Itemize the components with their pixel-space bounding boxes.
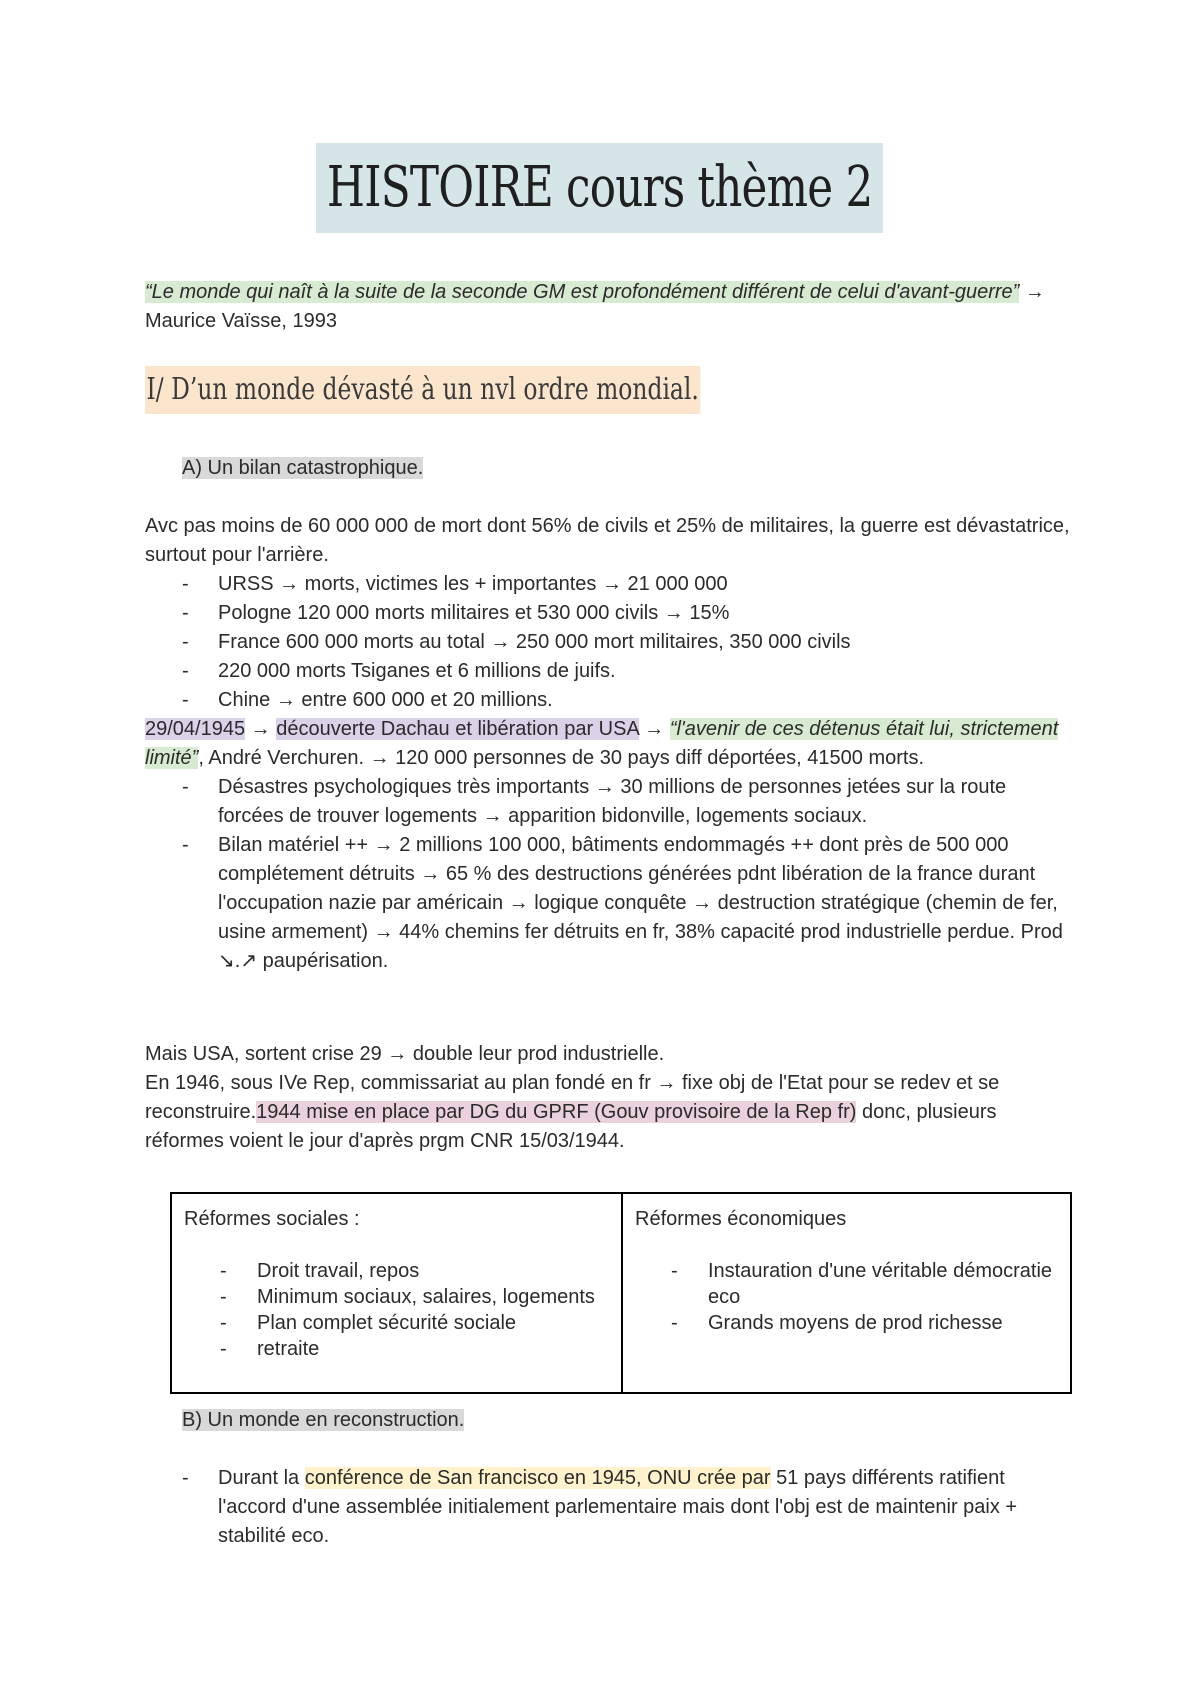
title-container [0,143,1200,233]
consequences-list [145,773,1075,976]
section-heading-1: I/ D’un monde dévasté à un nvl ordre mondial. [145,366,700,414]
arrow-text: → [638,718,670,740]
intro-quote [145,278,1075,336]
list-item: - 220 000 morts Tsiganes et 6 millions de juifs. [145,657,1075,686]
reconstruction-paragraph [145,1040,1075,1156]
dachau-rest: , André Verchuren. → 120 000 personnes de 30 pays diff déportées, 41500 morts. [198,747,925,769]
plan-paragraph [145,1069,1075,1156]
list-item: - Minimum sociaux, salaires, logements [184,1284,609,1310]
bilan-intro: Avc pas moins de 60 000 000 de mort dont 56% de civils et 25% de militaires, la guerre est dévastatrice, surtout pour l'arrière. [145,515,1070,566]
economic-reforms-list [635,1258,1058,1336]
table-header-economic: Réformes économiques [635,1208,847,1230]
onu-list [145,1464,1075,1551]
list-item [145,1464,1075,1551]
dachau-paragraph [145,715,1075,773]
page-title: HISTOIRE cours thème 2 [316,143,883,233]
bilan-paragraph [145,512,1075,976]
death-toll-list [145,570,1075,715]
list-item: - retraite [184,1336,609,1362]
table-cell-social [172,1194,621,1392]
verchuren-quote: “l'avenir de ces détenus était lui, strictement limité” [145,718,1059,769]
list-item: - Grands moyens de prod richesse [635,1310,1058,1336]
quote-author: → Maurice Vaïsse, 1993 [145,281,1045,332]
onu-text-end: 51 pays différents ratifient l'accord d'une assemblée initialement parlementaire mais dont l'obj est de maintenir paix + stabilité eco. [218,1467,1018,1547]
subheading-a [182,454,423,483]
list-item: - Plan complet sécurité sociale [184,1310,609,1336]
table-header-social: Réformes sociales : [184,1208,360,1230]
onu-highlight: conférence de San francisco en 1945, ONU crée par [304,1467,771,1489]
subheading-b [182,1406,464,1435]
subheading-a-text: A) Un bilan catastrophique. [182,457,424,479]
dachau-date: 29/04/1945 [145,718,246,740]
onu-text: Durant la [218,1467,305,1489]
plan-highlight: 1944 mise en place par DG du GPRF (Gouv provisoire de la Rep fr) [256,1101,857,1123]
list-item: - Pologne 120 000 morts militaires et 530 000 civils → 15% [145,599,1075,628]
list-item: - Instauration d'une véritable démocratie eco [635,1258,1058,1310]
reforms-table [170,1192,1072,1394]
usa-line: Mais USA, sortent crise 29 → double leur prod industrielle. [145,1043,665,1065]
social-reforms-list [184,1258,609,1362]
list-item: - Bilan matériel ++ → 2 millions 100 000, bâtiments endommagés ++ dont près de 500 000 complétement détruits → 65 % des destructions générées pdnt libération de la france durant l'occupation nazie par américain → logique conquête → destruction stratégique (chemin de fer, usine armement) → 44% chemins fer détruits en fr, 38% capacité prod industrielle perdue. Prod ↘.↗ paupérisation. [145,831,1075,976]
subheading-b-text: B) Un monde en reconstruction. [182,1409,465,1431]
onu-paragraph [145,1464,1075,1551]
quote-text: “Le monde qui naît à la suite de la seconde GM est profondément différent de celui d'avant-guerre” [145,281,1020,303]
arrow-text: → [245,718,277,740]
list-item: - France 600 000 morts au total → 250 000 mort militaires, 350 000 civils [145,628,1075,657]
table-cell-economic [621,1194,1070,1392]
list-item: - Droit travail, repos [184,1258,609,1284]
list-item: - Chine → entre 600 000 et 20 millions. [145,686,1075,715]
plan-text-end: donc, plusieurs réformes voient le jour d'après prgm CNR 15/03/1944. [145,1101,997,1152]
list-item: - Désastres psychologiques très importants → 30 millions de personnes jetées sur la route forcées de trouver logements → apparition bidonville, logements sociaux. [145,773,1075,831]
dachau-event: découverte Dachau et libération par USA [276,718,639,740]
list-item: - URSS → morts, victimes les + importantes → 21 000 000 [145,570,1075,599]
plan-text: En 1946, sous IVe Rep, commissariat au plan fondé en fr → fixe obj de l'Etat pour se redev et se reconstruire. [145,1072,1000,1123]
